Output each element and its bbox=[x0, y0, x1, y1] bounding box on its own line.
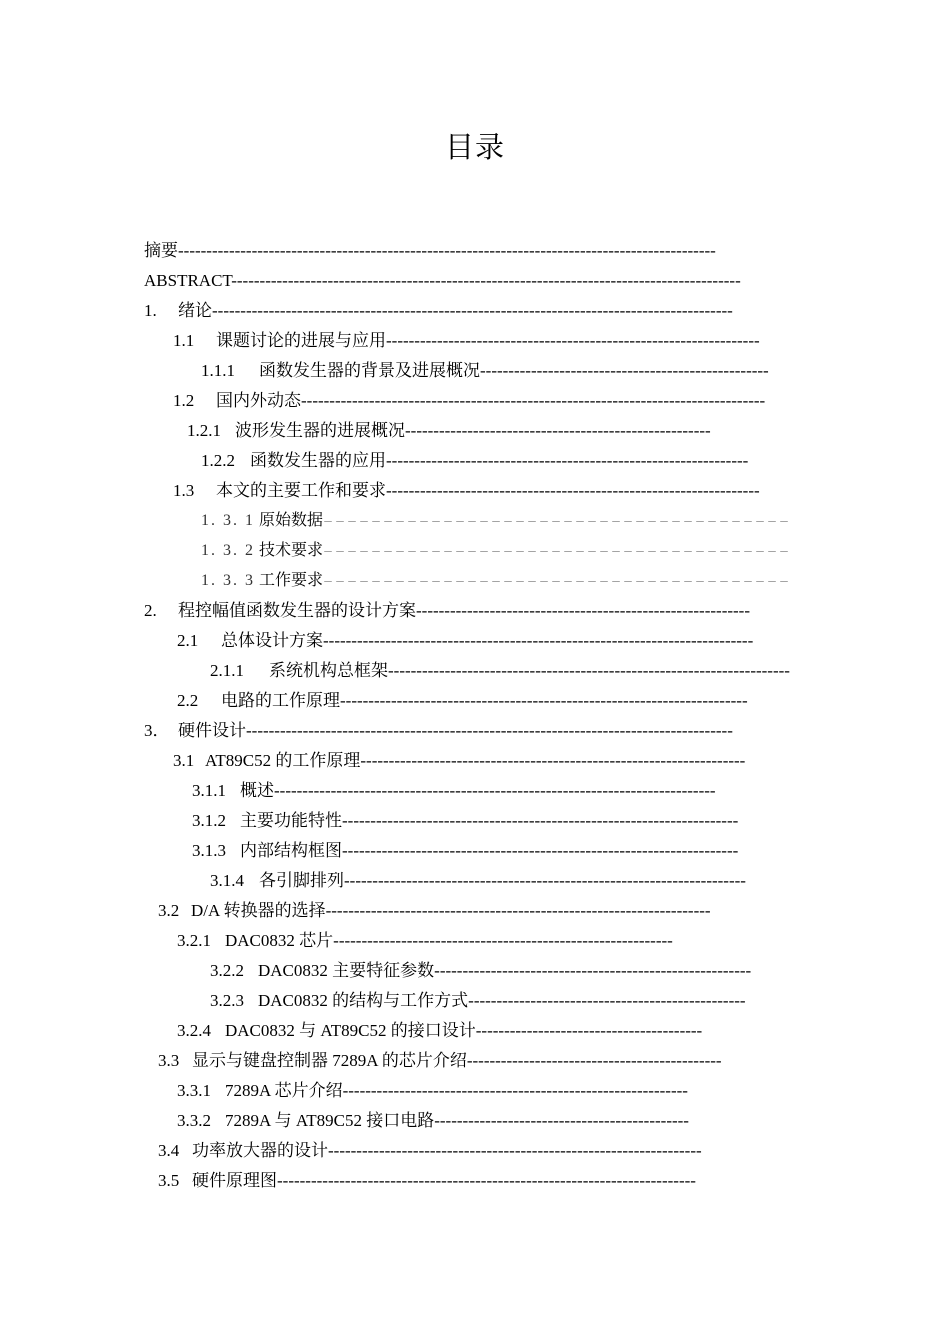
toc-entry[interactable] bbox=[210, 866, 746, 896]
toc-entry-text: 波形发生器的进展概况 bbox=[235, 421, 405, 440]
toc-entry[interactable] bbox=[144, 296, 733, 326]
toc-entry-number: 3.1.1 bbox=[192, 781, 226, 800]
page-title: 目录 bbox=[444, 132, 505, 164]
toc-entry-number: 3.3.1 bbox=[177, 1081, 211, 1100]
toc-entry-number: 1. 3. 2 bbox=[201, 542, 255, 559]
toc-entry-text: DAC0832 的结构与工作方式 bbox=[258, 991, 469, 1010]
toc-entry-number: 1.1 bbox=[173, 331, 195, 350]
toc-entry-leader: ------------------------------------------------------------------------------------------ bbox=[231, 271, 741, 290]
toc-entry-leader: ------------------------------------------------------------------------ bbox=[340, 691, 748, 710]
toc-entry-text: 电路的工作原理 bbox=[221, 691, 340, 710]
toc-entry-leader: ------------------------------------------------------------------ bbox=[386, 481, 760, 500]
toc-entry[interactable] bbox=[173, 476, 760, 506]
toc-entry-leader: ---------------------------------------------------------------------- bbox=[342, 841, 739, 860]
toc-entry[interactable] bbox=[144, 716, 733, 746]
toc-entry-leader: --------------------------------------------- bbox=[466, 1051, 722, 1070]
toc-entry-number: 3.5 bbox=[158, 1171, 180, 1190]
toc-entry-number: 1.2 bbox=[173, 391, 195, 410]
toc-entry[interactable] bbox=[192, 836, 738, 866]
toc-entry-number: 3.2.3 bbox=[210, 991, 244, 1010]
toc-entry[interactable] bbox=[177, 1076, 688, 1106]
toc-entry-number: 2. bbox=[144, 601, 157, 620]
toc-entry[interactable] bbox=[177, 1016, 702, 1046]
toc-entry-text: 国内外动态 bbox=[216, 391, 301, 410]
toc-entry-number: 1.2.1 bbox=[187, 421, 221, 440]
toc-entry-leader: -------------------------------------------------------------------- bbox=[360, 751, 746, 770]
toc-entry-number: 3.4 bbox=[158, 1141, 180, 1160]
toc-entry-leader: －－－－－－－－－－－－－－－－－－－－－－－－－－－－－－－－－－－－－－－ bbox=[323, 577, 792, 588]
toc-entry-text: 总体设计方案 bbox=[221, 631, 323, 650]
toc-entry-leader: ---------------------------------------- bbox=[475, 1021, 703, 1040]
toc-entry-number: 1. 3. 1 bbox=[201, 512, 255, 529]
toc-entry-leader: ------------------------------------------------------------------ bbox=[328, 1141, 702, 1160]
toc-entry-leader: ----------------------------------------------------------------------------------------------- bbox=[178, 241, 716, 260]
toc-entry-number: 3.2.2 bbox=[210, 961, 244, 980]
toc-entry-leader: -------------------------------------------------------- bbox=[434, 961, 752, 980]
toc-entry-number: 3． bbox=[144, 721, 170, 740]
toc-entry[interactable] bbox=[158, 896, 711, 926]
toc-entry-text: 功率放大器的设计 bbox=[192, 1141, 328, 1160]
toc-entry[interactable] bbox=[210, 956, 751, 986]
toc-entry[interactable] bbox=[177, 1106, 689, 1136]
toc-entry[interactable] bbox=[201, 506, 791, 536]
toc-entry[interactable] bbox=[144, 266, 741, 296]
toc-entry-leader: --------------------------------------------- bbox=[434, 1111, 689, 1130]
toc-entry-leader: ---------------------------------------------------------------------------- bbox=[323, 631, 754, 650]
toc-entry-number: 3.3.2 bbox=[177, 1111, 211, 1130]
toc-entry-leader: ---------------------------------------------------------------------- bbox=[342, 811, 739, 830]
toc-entry-text: ABSTRACT bbox=[144, 271, 232, 290]
toc-entry-number: 2.1 bbox=[177, 631, 199, 650]
toc-entry[interactable] bbox=[201, 536, 791, 566]
toc-entry-text: AT89C52 的工作原理 bbox=[205, 751, 361, 770]
toc-entry-text: 7289A 与 AT89C52 接口电路 bbox=[225, 1111, 435, 1130]
toc-entry[interactable] bbox=[158, 1136, 702, 1166]
toc-entry-text: DAC0832 主要特征参数 bbox=[258, 961, 435, 980]
toc-entry[interactable] bbox=[201, 446, 748, 476]
toc-entry-leader: ------------------------------------------------------------- bbox=[342, 1081, 688, 1100]
toc-entry-leader: -------------------------------------------------------------------------------------------- bbox=[212, 301, 733, 320]
toc-entry[interactable] bbox=[192, 806, 738, 836]
toc-entry-number: 3.1.3 bbox=[192, 841, 226, 860]
toc-entry-leader: ------------------------------------------------------------------ bbox=[386, 331, 760, 350]
toc-entry-number: 3.1 bbox=[173, 751, 195, 770]
toc-entry-text: 硬件设计 bbox=[178, 721, 246, 740]
toc-entry-text: 程控幅值函数发生器的设计方案 bbox=[178, 601, 416, 620]
toc-entry-leader: --------------------------------------------------- bbox=[480, 361, 769, 380]
toc-entry-number: 1.2.2 bbox=[201, 451, 235, 470]
toc-entry[interactable] bbox=[173, 746, 745, 776]
toc-entry-leader: ----------------------------------------------------------------------- bbox=[388, 661, 790, 680]
toc-entry-number: 3.2.1 bbox=[177, 931, 211, 950]
toc-entry[interactable] bbox=[144, 596, 750, 626]
toc-entry-leader: ----------------------------------------------------------------------- bbox=[344, 871, 746, 890]
toc-entry-number: 1. 3. 3 bbox=[201, 572, 255, 589]
toc-entry[interactable] bbox=[210, 986, 746, 1016]
toc-entry-number: 2.1.1 bbox=[210, 661, 244, 680]
toc-entry-leader: ---------------------------------------------------------------------------------- bbox=[301, 391, 766, 410]
toc-entry-leader: ------------------------------------------------- bbox=[468, 991, 746, 1010]
toc-entry[interactable] bbox=[173, 326, 760, 356]
toc-entry-number: 2.2 bbox=[177, 691, 199, 710]
toc-entry-text: 概述 bbox=[240, 781, 274, 800]
toc-entry-leader: －－－－－－－－－－－－－－－－－－－－－－－－－－－－－－－－－－－－－－－ bbox=[323, 547, 792, 558]
toc-entry-number: 1. bbox=[144, 301, 157, 320]
toc-entry[interactable] bbox=[173, 386, 765, 416]
toc-entry[interactable] bbox=[187, 416, 711, 446]
toc-entry-text: 绪论 bbox=[178, 301, 212, 320]
toc-entry[interactable] bbox=[177, 926, 673, 956]
toc-entry-text: 原始数据 bbox=[259, 512, 324, 529]
toc-entry-number: 1.1.1 bbox=[201, 361, 235, 380]
toc-entry-text: 硬件原理图 bbox=[192, 1171, 277, 1190]
toc-entry-text: 课题讨论的进展与应用 bbox=[216, 331, 386, 350]
toc-entry[interactable] bbox=[158, 1046, 722, 1076]
toc-entry-number: 3.1.4 bbox=[210, 871, 244, 890]
toc-entry-number: 3.3 bbox=[158, 1051, 180, 1070]
toc-entry[interactable] bbox=[201, 566, 791, 596]
toc-entry[interactable] bbox=[201, 356, 769, 386]
toc-entry-text: 技术要求 bbox=[259, 542, 324, 559]
toc-entry-text: D/A 转换器的选择 bbox=[191, 901, 326, 920]
toc-entry[interactable] bbox=[144, 236, 716, 266]
toc-entry-text: DAC0832 与 AT89C52 的接口设计 bbox=[225, 1021, 476, 1040]
toc-entry-text: 摘要 bbox=[144, 241, 178, 260]
toc-entry-number: 1.3 bbox=[173, 481, 195, 500]
toc-entry[interactable] bbox=[192, 776, 716, 806]
toc-entry-leader: －－－－－－－－－－－－－－－－－－－－－－－－－－－－－－－－－－－－－－－ bbox=[323, 517, 792, 528]
toc-entry-leader: ------------------------------------------------------------ bbox=[333, 931, 673, 950]
toc-entry-number: 3.2 bbox=[158, 901, 180, 920]
toc-entry-text: 系统机构总框架 bbox=[269, 661, 388, 680]
toc-entry[interactable] bbox=[177, 626, 753, 656]
toc-entry-text: 显示与键盘控制器 7289A 的芯片介绍 bbox=[192, 1051, 467, 1070]
toc-entry-number: 3.1.2 bbox=[192, 811, 226, 830]
toc-entry-leader: -------------------------------------------------------------------------- bbox=[277, 1171, 696, 1190]
toc-entry-leader: -------------------------------------------------------------------------------------- bbox=[246, 721, 733, 740]
toc-entry-text: 函数发生器的背景及进展概况 bbox=[259, 361, 480, 380]
toc-entry-text: 各引脚排列 bbox=[259, 871, 344, 890]
toc-entry-leader: ----------------------------------------------------------- bbox=[416, 601, 751, 620]
toc-entry-leader: ------------------------------------------------------------------------------ bbox=[274, 781, 716, 800]
toc-entry-leader: ------------------------------------------------------ bbox=[405, 421, 711, 440]
toc-entry[interactable] bbox=[177, 686, 748, 716]
toc-entry-number: 3.2.4 bbox=[177, 1021, 211, 1040]
toc-entry-text: 本文的主要工作和要求 bbox=[216, 481, 386, 500]
toc-entry[interactable] bbox=[210, 656, 790, 686]
toc-entry-text: 内部结构框图 bbox=[240, 841, 342, 860]
toc-entry-leader: ---------------------------------------------------------------- bbox=[386, 451, 749, 470]
toc-entry[interactable] bbox=[158, 1166, 696, 1196]
toc-entry-text: 工作要求 bbox=[259, 572, 324, 589]
toc-entry-text: 主要功能特性 bbox=[240, 811, 342, 830]
toc-entry-text: 7289A 芯片介绍 bbox=[225, 1081, 343, 1100]
toc-entry-text: DAC0832 芯片 bbox=[225, 931, 334, 950]
toc-entry-text: 函数发生器的应用 bbox=[250, 451, 386, 470]
toc-entry-leader: -------------------------------------------------------------------- bbox=[325, 901, 711, 920]
